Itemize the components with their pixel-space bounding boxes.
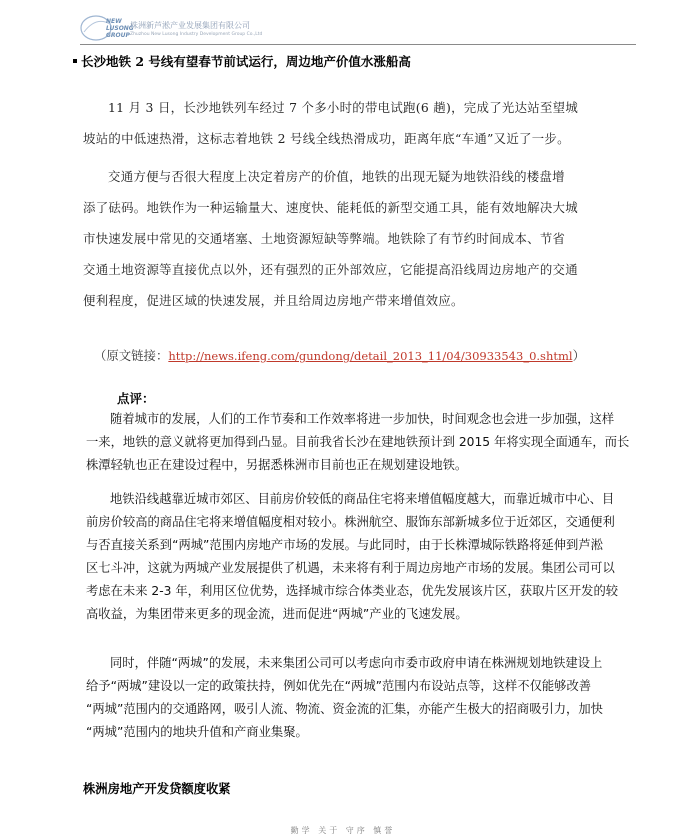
text-line: 同时，伴随“两城”的发展，未来集团公司可以考虑向市委市政府申请在株洲规划地铁建设上 — [110, 656, 603, 670]
text-line: 交通土地资源等直接优点以外，还有强烈的正外部效应，它能提高沿线周边房地产的交通 — [83, 262, 578, 277]
article-paragraph-1 — [83, 92, 628, 154]
comment-paragraph-1 — [86, 408, 630, 477]
text-line: 随着城市的发展，人们的工作节奏和工作效率将进一步加快，时间观念也会进一步加强，这样 — [110, 412, 615, 426]
text-line: 前房价较高的商品住宅将来增值幅度相对较小。株洲航空、服饰东部新城多位于近郊区，交通便利 — [86, 515, 615, 529]
text-line: 考虑在未来 2-3 年，利用区位优势，选择城市综合体类业态，优先发展该片区，获取片区开发的较 — [86, 584, 619, 598]
text-line: 区七斗冲，这就为两城产业发展提供了机遇，未来将有利于周边房地产市场的发展。集团公司可以 — [86, 561, 615, 575]
text-line: 给予“两城”建设以一定的政策扶持，例如优先在“两城”范围内布设站点等，这样不仅能够改善 — [86, 679, 592, 693]
page-footer: 勤学 关于 守序 慎誉 — [290, 826, 396, 835]
text-line: 一来，地铁的意义就将更加得到凸显。目前我省长沙在建地铁预计到 2015 年将实现全面通车，而长 — [86, 435, 630, 449]
source-link[interactable]: http://news.ifeng.com/gundong/detail_2013_11/04/30933543_0.shtml — [168, 349, 573, 363]
source-close: ） — [572, 348, 585, 363]
source-label: （原文链接： — [94, 348, 169, 363]
text-line: 市快速发展中常见的交通堵塞、土地资源短缺等弊端。地铁除了有节约时间成本、节省 — [83, 231, 566, 246]
article-paragraph-2 — [83, 161, 628, 316]
comment-paragraph-3 — [86, 652, 626, 744]
comment-paragraph-2 — [86, 488, 626, 626]
company-name-cn: 株洲新芦淞产业发展集团有限公司 — [130, 21, 250, 30]
text-line: 11 月 3 日，长沙地铁列车经过 7 个多小时的带电试跑(6 趟)，完成了光达站至望城 — [108, 100, 579, 115]
text-line: 株潭轻轨也正在建设过程中，另据悉株洲市目前也正在规划建设地铁。 — [86, 458, 468, 472]
text-line: 添了砝码。地铁作为一种运输量大、速度快、能耗低的新型交通工具，能有效地解决大城 — [83, 200, 578, 215]
text-line: 便利程度，促进区域的快速发展，并且给周边房地产带来增值效应。 — [83, 293, 464, 308]
text-line: “两城”范围内的交通路网，吸引人流、物流、资金流的汇集，亦能产生极大的招商吸引力，加快 — [86, 702, 603, 716]
source-line — [94, 346, 585, 364]
page-header — [80, 12, 640, 44]
text-line: 地铁沿线越靠近城市郊区、目前房价较低的商品住宅将来增值幅度越大，而靠近城市中心、目 — [110, 492, 615, 506]
text-line: 与否直接关系到“两城”范围内房地产市场的发展。与此同时，由于长株潭城际铁路将延伸到芦淞 — [86, 538, 603, 552]
next-section-title: 株洲房地产开发贷额度收紧 — [83, 782, 231, 796]
company-name-en: Zhuzhou New Lusong Industry Development Group Co.,Ltd — [130, 32, 263, 37]
header-divider — [80, 44, 636, 45]
article-title: 长沙地铁 2 号线有望春节前试运行，周边地产价值水涨船高 — [73, 52, 411, 70]
logo-text: NEW LUSONG GROUP — [106, 18, 134, 39]
text-line: 高收益，为集团带来更多的现金流，进而促进“两城”产业的飞速发展。 — [86, 607, 468, 621]
text-line: “两城”范围内的地块升值和产商业集聚。 — [86, 725, 308, 739]
comment-label: 点评： — [117, 391, 155, 406]
text-line: 坡站的中低速热滑，这标志着地铁 2 号线全线热滑成功，距离年底“车通”又近了一步。 — [83, 131, 570, 146]
text-line: 交通方便与否很大程度上决定着房产的价值，地铁的出现无疑为地铁沿线的楼盘增 — [108, 169, 565, 184]
bullet-icon — [73, 59, 77, 63]
